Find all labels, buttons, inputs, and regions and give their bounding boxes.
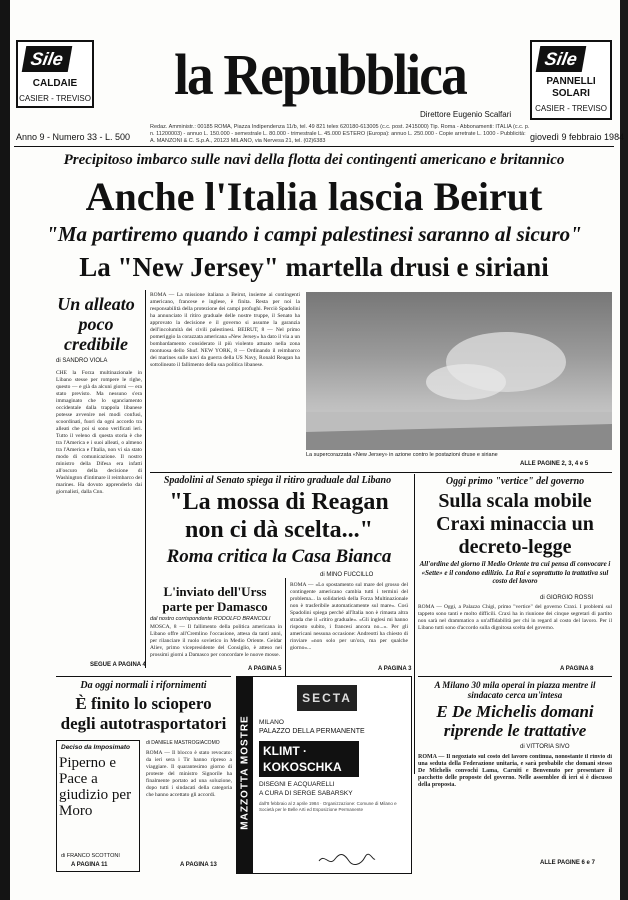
scala-kicker: Oggi primo "vertice" del governo xyxy=(445,476,585,487)
column-rule xyxy=(285,578,286,676)
imposimato-box xyxy=(56,740,140,872)
issue-date: giovedì 9 febbraio 1984 xyxy=(530,132,625,142)
exhibit-vertical-text: MAZZOTTA MOSTRE xyxy=(239,715,251,830)
inviato-title: L'inviato dell'Urss parte per Damasco xyxy=(162,584,268,614)
ad-line: PANNELLI xyxy=(546,76,596,87)
editorial-title: Un alleato poco credibile xyxy=(57,294,135,354)
ad-line: SOLARI xyxy=(552,88,590,99)
column-rule xyxy=(145,290,146,668)
scan-edge-left xyxy=(0,0,10,900)
lead-kicker: Precipitoso imbarco sulle navi della flotta dei contingenti americano e britannico xyxy=(63,152,565,168)
ship-smoke-image xyxy=(306,292,612,450)
scala-ref: A PAGINA 8 xyxy=(560,666,594,672)
scala-author: di GIORGIO ROSSI xyxy=(540,595,594,601)
lead-ref: ALLE PAGINE 2, 3, 4 e 5 xyxy=(520,461,589,467)
exhibit-curator: A CURA DI SERGE SABARSKY xyxy=(259,790,353,797)
reagan-headline: "La mossa di Reagan non ci dà scelta..." xyxy=(169,489,389,543)
reagan-sub: Roma critica la Casa Bianca xyxy=(166,546,392,567)
section-rule xyxy=(150,472,612,473)
scioperi-ref: A PAGINA 13 xyxy=(180,862,217,868)
masthead-rule xyxy=(14,146,614,147)
masthead-title: la Repubblica xyxy=(174,42,466,107)
scioperi-author: di DANIELE MASTROGIACOMO xyxy=(146,740,220,746)
exhibit-ad xyxy=(236,676,412,874)
lead-photo-caption: La supercorazzata «New Jersey» in azione contro le postazioni druse e siriane xyxy=(306,452,498,458)
lead-photo xyxy=(306,292,612,450)
exhibit-venue: PALAZZO DELLA PERMANENTE xyxy=(259,728,365,735)
inviato-ref: A PAGINA 5 xyxy=(248,666,282,672)
michelis-headline: E De Michelis domani riprende le trattative xyxy=(436,702,594,740)
imposimato-ref: A PAGINA 11 xyxy=(71,862,108,868)
imprint-text: Redaz. Amministr.: 00185 ROMA, Piazza Indipendenza 11/b, tel. 49 821 telex 620180-613005 (c.c. post. 2415000) Tip. Roma - Abbonamenti: ITALIA (c.c. p. n. 11200003) - annuo L. 150.000 - semestrale L. 80.000 - trimestrale L. 45.000 ESTERO (Europa): annuo L. 250.000 - Copie arretrate L. 1000 - Pubblicità: A. MANZONI & C. S.p.A., 20123 MILANO, via Nervesa 21, tel. (02)6383 xyxy=(150,124,530,144)
lead-headline: Anche l'Italia lascia Beirut xyxy=(85,174,543,219)
sile-logo: Sile xyxy=(22,46,73,72)
reagan-body: ROMA — «Lo spostamento sul mare del grosso del contingente americano cambia tutti i termini del problema... la solidarietà della Forza Multinazionale non è trasferibile automaticamente sul mare». Così Spadolini spiega perché all'Italia non è rimasta altra strada che il «ritiro graduale». «Gli inglesi mi hanno risposto subito, i francesi ancora no...». Per gli americani nessuna occasione: Andreotti ha chiesto di rinviare «non solo per un'ora, ma per qualche giorno»... xyxy=(290,582,408,651)
editorial-body: CHE la Forza multinazionale in Libano stesse per rompere le righe, questo — e già da alcuni giorni — era stato previsto. Ma nessuno s'era immaginato che lo sganciamento occidentale dalla trappola libanese potesse avvenire nei modi confusi, scoordinati, fuori da ogni accordo tra alleati che poi si sono verificati ieri. Tutto il veleno di questa storia è che tra l'America e i suoi alleati, o almeno tra l'America e l'Italia, non vi sia stato modo di comunicazione. Il nostro ministro della Difesa era infatti all'oscuro della decisione di Washington d'intimare il reimbarco dei marines. Ha dovuto apprenderlo dai giornalisti, dalla Cnn. xyxy=(56,370,142,495)
masthead-director: Direttore Eugenio Scalfari xyxy=(420,110,512,119)
reagan-ref: A PAGINA 3 xyxy=(378,666,412,672)
ad-line: CASIER - TREVISO xyxy=(535,104,607,113)
exhibit-subtitle: DISEGNI E ACQUARELLI xyxy=(259,781,335,788)
exhibit-details: dall'8 febbraio al 2 aprile 1984 · Organizzazione: Comune di Milano e Società per le Belle Arti ed Esposizione Permanente xyxy=(259,801,397,812)
imposimato-headline: Piperno e Pace a giudizio per Moro xyxy=(59,755,132,819)
scioperi-headline: È finito lo sciopero degli autotrasportatori xyxy=(60,694,227,733)
exhibit-city: MILANO xyxy=(259,719,284,726)
editorial-author: di SANDRO VIOLA xyxy=(56,358,108,364)
issue-number: Anno 9 - Numero 33 - L. 500 xyxy=(16,132,131,142)
section-rule xyxy=(56,676,231,677)
exhibit-vertical-band xyxy=(237,677,253,873)
michelis-author: di VITTORIA SIVO xyxy=(520,744,570,750)
scioperi-body: ROMA — Il blocco è stato revocato: da ieri sera i Tir hanno ripreso a viaggiare. Il quarantesimo giorno di proteste del ministro Signorile ha finalmente portato ad una soluzione, dopo tutti i sindacati della categoria che hanno accettato gli accordi. xyxy=(146,750,232,798)
imposimato-author: di FRANCO SCOTTONI xyxy=(61,853,120,859)
section-rule xyxy=(418,676,612,677)
ad-sile-caldaie xyxy=(16,40,94,108)
exhibit-title: KLIMT · KOKOSCHKA xyxy=(259,741,359,777)
lead-body: ROMA — La missione italiana a Beirut, insieme ai contingenti americano, francese e inglese, è finita. Resta per noi la responsabilità della protezione dei campi profughi. Perciò Spadolini ha annunciato il ritiro graduale delle nostre truppe, il Senato ha approvato la decisione e il governo si assume la garanzia dell'incolumità dei civili palestinesi. BEIRUT, 8 — Nel primo pomeriggio la corazzata americana «New Jersey» ha dato il via a un bombardamento considerato il più violento attuato nella zona montuosa dello Shuf. NEW YORK, 8 — Ordinando il reimbarco dei marines sulle navi da guerra della US Navy, Ronald Reagan ha sottolineato il fallimento della sua politica libanese. xyxy=(150,292,300,368)
michelis-kicker: A Milano 30 mila operai in piazza mentre il sindacato cerca un'intesa xyxy=(434,680,596,700)
inviato-body: MOSCA, 8 — Il fallimento della politica americana in Libano offre all'Cremlino l'occasione, attesa da tanti anni, per rilanciare il ruolo sovietico in Medio Oriente. Geidar Aliev, primo vicepresidente del Consiglio, è atteso nei prossimi giorni a Damasco per concordare le nuove mosse. xyxy=(150,624,282,658)
inviato-author: dal nostro corrispondente RODOLFO BRANCOLI xyxy=(150,616,271,622)
lead-headline2: La "New Jersey" martella drusi e siriani xyxy=(79,252,549,282)
scala-headline: Sulla scala mobile Craxi minaccia un decreto-legge xyxy=(436,490,594,558)
scala-body: ROMA — Oggi, a Palazzo Chigi, primo "vertice" del governo Craxi. I problemi sul tappeto sono tanti e molto difficili. Craxi ha in riunione dei cinque segretari di partito non sarà nel drammatico a un'affidabilità per chi in regard al costo del lavoro. Per il Libano tutti sono d'accordo sulla dignitosa scelta del governo. xyxy=(418,604,612,631)
lead-quote: "Ma partiremo quando i campi palestinesi saranno al sicuro" xyxy=(46,222,582,246)
michelis-ref: ALLE PAGINE 6 e 7 xyxy=(540,860,595,866)
editorial-ref: SEGUE A PAGINA 4 xyxy=(90,662,146,668)
kokoschka-signature-icon xyxy=(317,849,377,869)
reagan-kicker: Spadolini al Senato spiega il ritiro graduale dal Libano xyxy=(163,475,392,486)
ad-line: CASIER - TREVISO xyxy=(19,94,91,103)
imposimato-kicker: Deciso da Imposimato xyxy=(61,744,130,751)
exhibit-brand-logo: SECTA xyxy=(297,685,357,711)
scala-sub: All'ordine del giorno il Medio Oriente tra cui pensa di convocare i «Sette» e il condono edilizio. La Rai e soprattutto la trattativa sul costo del lavoro xyxy=(419,560,611,585)
michelis-body: ROMA — Il negoziato sul costo del lavoro continua, nonostante il rinvio di una seduta della Federazione unitaria, e sarà probabile che domani stesso De Michelis convochi Lama, Carniti e Benvenuto per presentare il pacchetto delle proposte del governo. Nelle assemblee di ieri si è discusso della proposta. xyxy=(418,754,612,788)
reagan-author: di MINO FUCCILLO xyxy=(320,572,374,578)
scioperi-kicker: Da oggi normali i rifornimenti xyxy=(80,680,207,691)
sile-logo: Sile xyxy=(536,46,587,72)
ad-line: CALDAIE xyxy=(32,78,78,89)
column-rule xyxy=(414,474,415,774)
ad-sile-pannelli xyxy=(530,40,612,120)
